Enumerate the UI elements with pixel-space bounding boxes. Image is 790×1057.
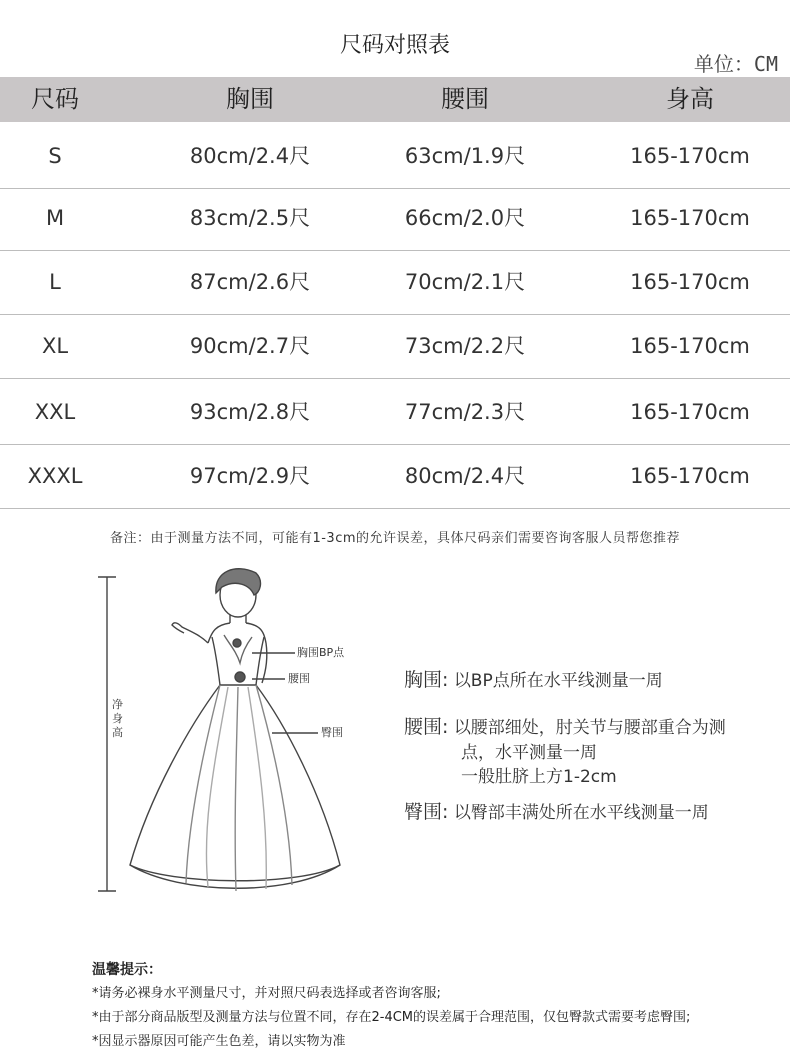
waist-cell: 63cm/1.9尺 xyxy=(404,144,526,168)
size-cell: M xyxy=(45,206,65,230)
bust-measure xyxy=(404,665,663,692)
height-label-char-3: 高 xyxy=(112,726,123,739)
header-bust: 胸围 xyxy=(226,85,274,113)
height-cell: 165-170cm xyxy=(630,206,750,230)
size-cell: L xyxy=(49,270,61,294)
table-row xyxy=(0,314,790,379)
bust-measure-desc: 以BP点所在水平线测量一周 xyxy=(453,671,663,691)
height-cell: 165-170cm xyxy=(630,400,750,424)
table-row xyxy=(0,444,790,509)
size-cell: XXL xyxy=(34,400,76,424)
waist-measure-line-2: 点，水平测量一周 xyxy=(461,743,597,763)
unit-label: 单位：CM xyxy=(693,52,778,76)
waist-measure-desc-1: 以腰部细处，肘关节与腰部重合为测 xyxy=(453,718,726,738)
header-size: 尺码 xyxy=(31,85,79,113)
height-cell: 165-170cm xyxy=(630,334,750,358)
size-table-header xyxy=(0,77,790,122)
note-text: 备注：由于测量方法不同，可能有1-3cm的允许误差，具体尺码亲们需要咨询客服人员帮您推荐 xyxy=(109,531,681,546)
waist-cell: 73cm/2.2尺 xyxy=(404,334,526,358)
size-cell: S xyxy=(48,144,62,168)
bust-cell: 80cm/2.4尺 xyxy=(189,144,311,168)
waist-cell: 70cm/2.1尺 xyxy=(404,270,526,294)
header-height: 身高 xyxy=(666,85,714,113)
hip-measure xyxy=(404,797,709,824)
waist-cell: 77cm/2.3尺 xyxy=(404,400,526,424)
table-row xyxy=(0,380,790,445)
bust-cell: 83cm/2.5尺 xyxy=(189,206,311,230)
table-row xyxy=(0,250,790,315)
tip-item: *因显示器原因可能产生色差，请以实物为准 xyxy=(92,1034,346,1049)
hip-label: 臀围 xyxy=(321,726,343,739)
bust-cell: 97cm/2.9尺 xyxy=(189,464,311,488)
table-row xyxy=(0,124,790,189)
height-label-char-1: 净 xyxy=(112,698,123,711)
bust-cell: 90cm/2.7尺 xyxy=(189,334,311,358)
height-label-char-2: 身 xyxy=(112,712,123,725)
hip-measure-desc: 以臀部丰满处所在水平线测量一周 xyxy=(453,803,709,823)
tips-section xyxy=(92,958,690,1054)
waist-measure-label: 腰围: xyxy=(404,716,449,738)
waist-label: 腰围 xyxy=(288,672,310,685)
height-cell: 165-170cm xyxy=(630,270,750,294)
bust-point-label: 胸围BP点 xyxy=(297,646,345,659)
hip-measure-label: 臀围: xyxy=(404,801,449,823)
bust-cell: 93cm/2.8尺 xyxy=(189,400,311,424)
waist-measure-line-3: 一般肚脐上方1-2cm xyxy=(461,767,617,787)
page-title: 尺码对照表 xyxy=(339,33,450,58)
bust-measure-label: 胸围: xyxy=(404,669,449,691)
height-cell: 165-170cm xyxy=(630,144,750,168)
table-row xyxy=(0,186,790,251)
waist-cell: 66cm/2.0尺 xyxy=(404,206,526,230)
size-cell: XXXL xyxy=(27,464,83,488)
bust-cell: 87cm/2.6尺 xyxy=(189,270,311,294)
size-cell: XL xyxy=(41,334,69,358)
header-waist: 腰围 xyxy=(441,85,489,113)
waist-measure xyxy=(404,712,726,739)
tips-title: 温馨提示： xyxy=(92,962,162,978)
tip-item: *请务必裸身水平测量尺寸，并对照尺码表选择或者咨询客服; xyxy=(92,986,441,1001)
height-cell: 165-170cm xyxy=(630,464,750,488)
waist-cell: 80cm/2.4尺 xyxy=(404,464,526,488)
tip-item: *由于部分商品版型及测量方法与位置不同，存在2-4CM的误差属于合理范围，仅包臀款式需要考虑臀围; xyxy=(92,1010,691,1025)
